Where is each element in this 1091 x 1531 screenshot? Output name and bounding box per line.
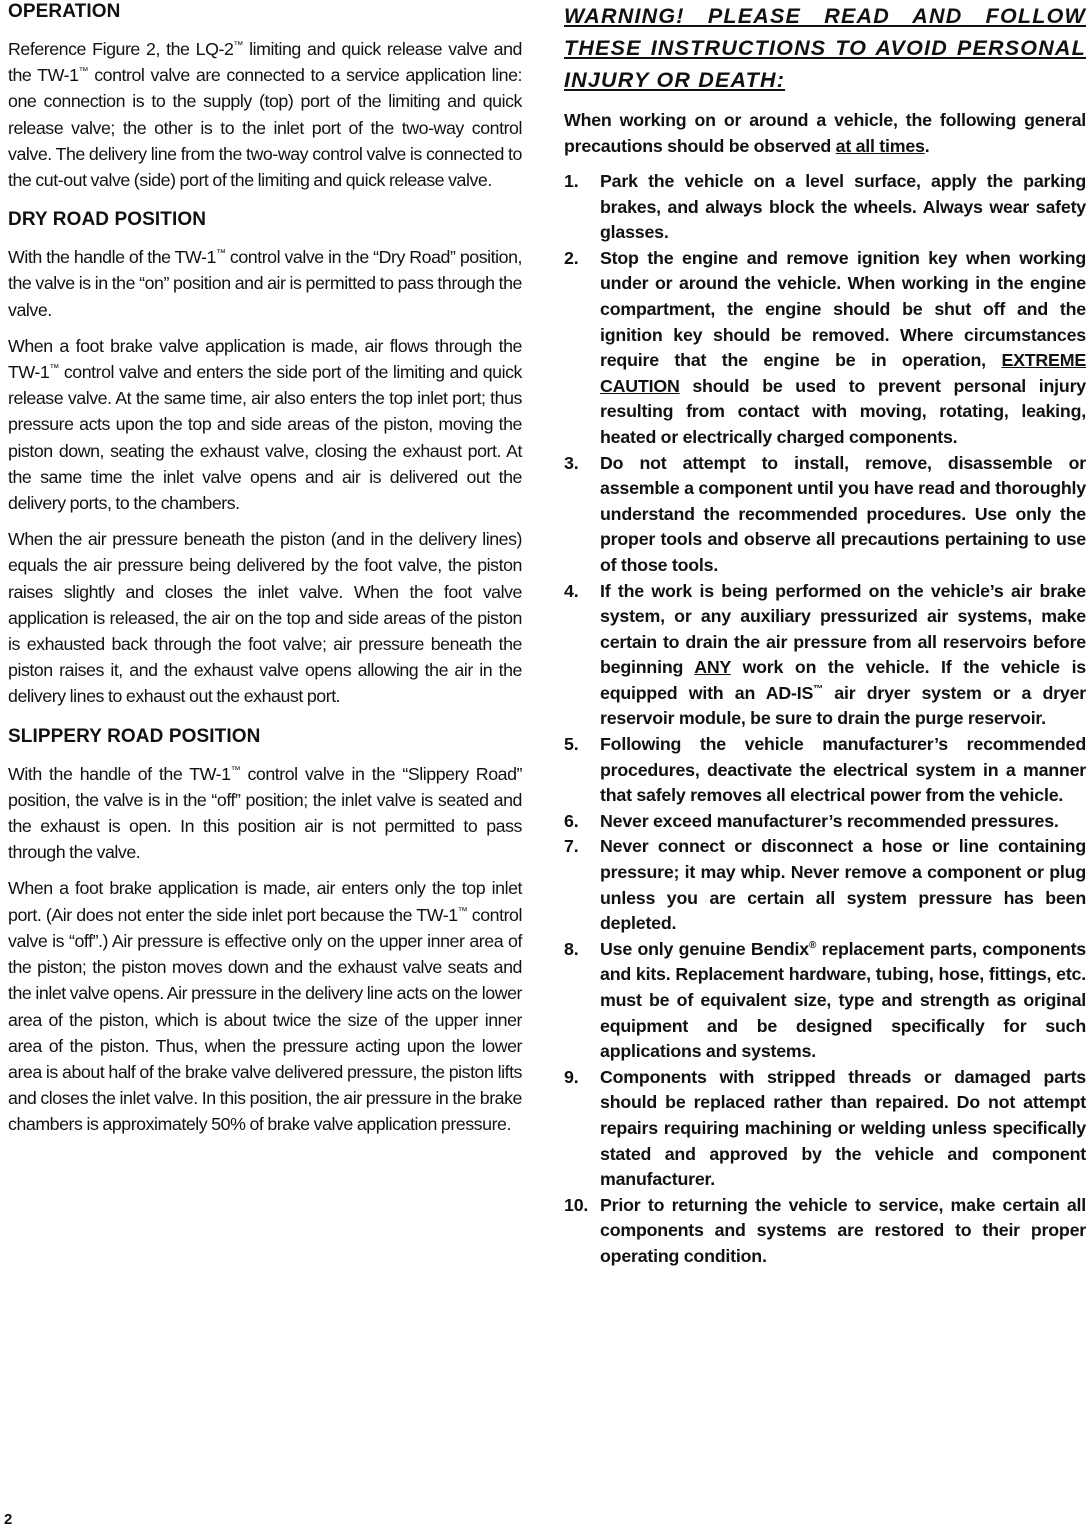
slippery-road-paragraph-2: When a foot brake application is made, air enters only the top inlet port. (Air does not enter the side inlet port because the TW-1™ control valve is “off”.) Air pressure is effective only on the upper inner area of the piston; the piston moves down and the exhaust valve seats and the inlet valve opens. Air pressure in the delivery line acts on the lower area of the piston, which is about twice the size of the upper inner area of the piston. Thus, when the pressure acting upon the lower area is about half of the brake valve delivered pressure, the piston lifts and closes the inlet valve. In this position, the air pressure in the brake chambers is approximately 50% of brake valve application pressure. [8, 878, 522, 1135]
item-number: 7. [564, 836, 579, 857]
item-number: 10. [564, 1194, 589, 1215]
list-item [564, 834, 1086, 936]
list-item [564, 579, 1086, 733]
list-item [564, 809, 1086, 835]
dry-road-paragraph-3: When the air pressure beneath the piston (and in the delivery lines) equals the air pressure being delivered by the foot valve, the piston raises slightly and closes the inlet valve. When the foot valve application is released, the air on the top and side areas of the piston is exhausted back through the foot valve; air pressure beneath the piston raises it, and the exhaust valve opens allowing the air in the delivery lines to exhaust out the exhaust port. [8, 529, 522, 707]
item-number: 1. [564, 171, 579, 191]
precautions-intro [564, 108, 1086, 159]
intro-underlined: at all times [835, 135, 925, 156]
item-text: Stop the engine and remove ignition key when working under or around the vehicle. When working in the engine compartment, the engine should be shut off and the ignition key should be removed. Where circumstances require that the engine be in operation, [600, 247, 1086, 371]
item-number: 6. [564, 810, 579, 831]
warning-heading: WARNING! PLEASE READ AND FOLLOW THESE INSTRUCTIONS TO AVOID PERSONAL INJURY OR DEATH: [564, 4, 1086, 92]
intro-text: When working on or around a vehicle, the following general precautions should be observed [564, 110, 1086, 156]
item-text: Components with stripped threads or damaged parts should be replaced rather than repaired. Do not attempt repairs requiring machining or welding unless specifically stated and approved by the vehicle and component manufacturer. [600, 1066, 1086, 1190]
item-text: Following the vehicle manufacturer’s recommended procedures, deactivate the electrical system in a manner that safely removes all electrical power from the vehicle. [600, 734, 1086, 806]
item-text: Never exceed manufacturer’s recommended pressures. [600, 810, 1059, 831]
intro-end: . [924, 135, 930, 156]
slippery-road-heading: SLIPPERY ROAD POSITION [8, 725, 261, 747]
item-text: Use only genuine Bendix® replacement parts, components and kits. Replacement hardware, tubing, hose, fittings, etc. must be of equivalent size, type and strength as original equipment and be designed specifically for such applications and systems. [600, 938, 1086, 1062]
item-number: 4. [564, 580, 579, 601]
list-item [564, 937, 1086, 1065]
page-number: 2 [4, 1511, 13, 1528]
item-number: 5. [564, 734, 579, 755]
item-text: Never connect or disconnect a hose or line containing pressure; it may whip. Never remove a component or plug unless you are certain all system pressure has been depleted. [600, 836, 1086, 934]
item-number: 3. [564, 452, 579, 473]
item-number: 2. [564, 247, 579, 268]
item-emphasis: EXTREME CAUTION [600, 350, 1086, 396]
dry-road-heading: DRY ROAD POSITION [8, 209, 207, 231]
list-item [564, 169, 1086, 246]
list-item [564, 732, 1086, 809]
item-text-end: should be used to prevent personal injury resulting from contact with moving, rotating, leaking, heated or electrically charged components. [600, 375, 1086, 447]
left-column [8, 0, 522, 1138]
item-emphasis: ANY [694, 657, 731, 678]
item-text: If the work is being performed on the vehicle’s air brake system, or any auxiliary pressurized air systems, make certain to drain the air pressure from all reservoirs before beginning [600, 580, 1086, 678]
item-text-end: work on the vehicle. If the vehicle is equipped with an AD-IS™ air dryer system or a dryer reservoir module, be sure to drain the purge reservoir. [600, 657, 1086, 729]
item-text: Park the vehicle on a level surface, apply the parking brakes, and always block the wheels. Always wear safety glasses. [600, 171, 1086, 243]
list-item [564, 1065, 1086, 1193]
item-number: 8. [564, 938, 579, 959]
operation-heading: OPERATION [8, 1, 121, 22]
item-text: Prior to returning the vehicle to service, make certain all components and systems are restored to their proper operating condition. [600, 1194, 1086, 1266]
slippery-road-paragraph-1: With the handle of the TW-1™ control valve in the “Slippery Road” position, the valve is in the “off” position; the inlet valve is seated and the exhaust is open. In this position air is not permitted to pass through the valve. [8, 763, 522, 863]
item-number: 9. [564, 1066, 579, 1087]
dry-road-paragraph-2: When a foot brake valve application is made, air flows through the TW-1™ control valve and enters the side port of the limiting and quick release valve. At the same time, air also enters the top inlet port; thus pressure acts upon the top and side areas of the piston, moving the piston down, seating the exhaust valve, closing the exhaust port. At the same time the inlet valve opens and air is delivered out the delivery ports, to the chambers. [8, 335, 522, 514]
list-item [564, 451, 1086, 579]
precautions-list [564, 169, 1086, 1270]
item-text: Do not attempt to install, remove, disassemble or assemble a component until you have read and thoroughly understand the recommended procedures. Use only the proper tools and observe all precautions pertaining to use of those tools. [600, 452, 1086, 575]
operation-paragraph: Reference Figure 2, the LQ-2™ limiting and quick release valve and the TW-1™ control valve are connected to a service application line: one connection is to the supply (top) port of the limiting and quick release valve; the other is to the inlet port of the two-way control valve. The delivery line from the two-way control valve is connected to the cut-out valve (side) port of the limiting and quick release valve. [8, 39, 522, 191]
dry-road-paragraph-1: With the handle of the TW-1™ control valve in the “Dry Road” position, the valve is in the “on” position and air is permitted to pass through the valve. [8, 247, 522, 320]
right-column [564, 0, 1086, 1270]
list-item [564, 1193, 1086, 1270]
list-item [564, 246, 1086, 451]
